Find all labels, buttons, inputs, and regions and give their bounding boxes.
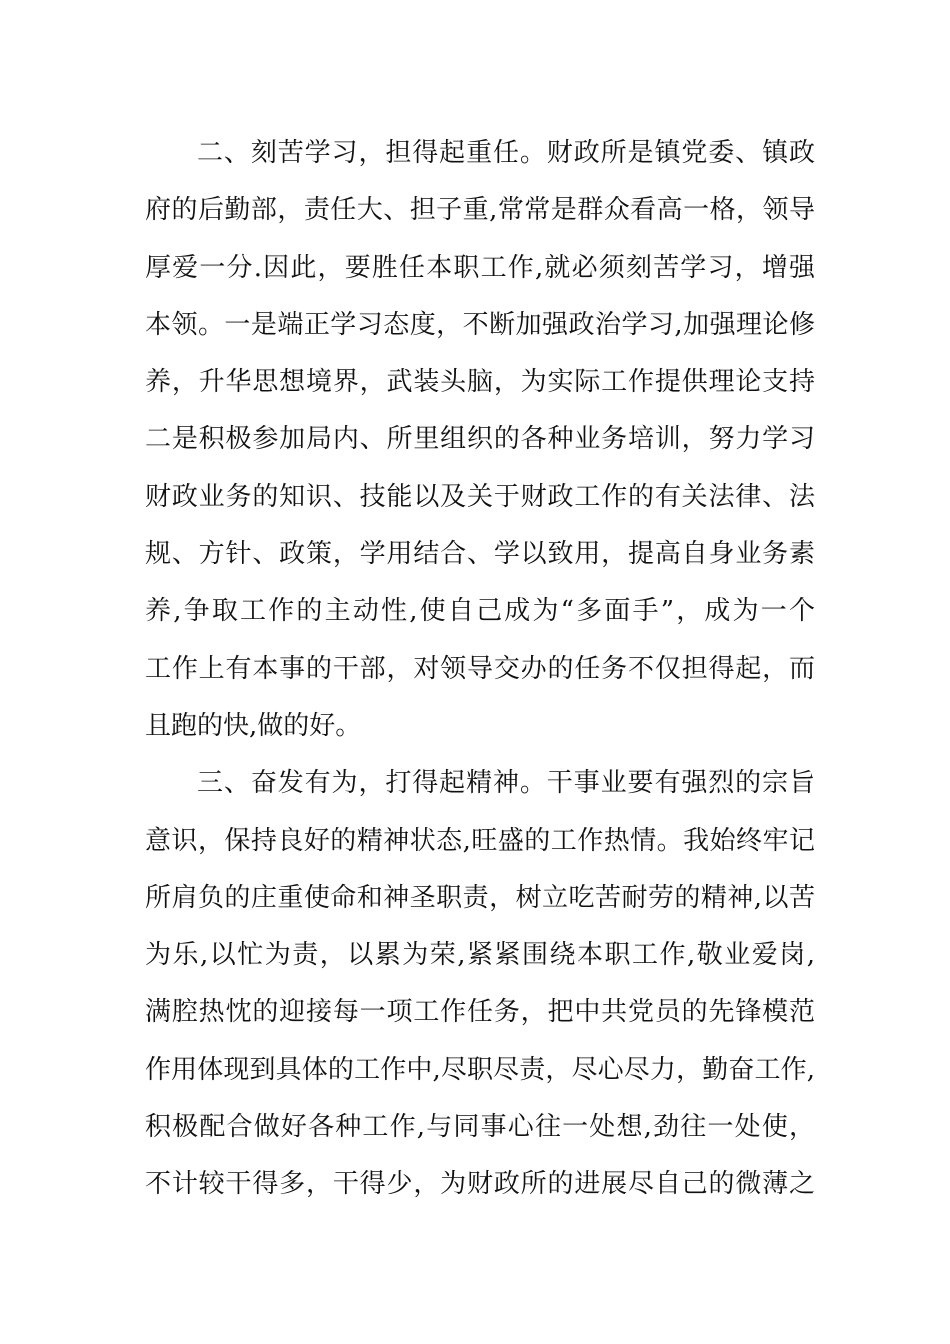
text-line: 且跑的快,做的好。 (145, 710, 362, 741)
paragraph-section-3 (145, 755, 815, 1213)
text-line: 意识，保持良好的精神状态,旺盛的工作热情。我始终牢记 (145, 825, 815, 856)
text-line: 规、方针、政策，学用结合、学以致用，提高自身业务素 (145, 539, 815, 570)
text-line: 二是积极参加局内、所里组织的各种业务培训，努力学习 (145, 424, 815, 455)
text-line: 本领。一是端正学习态度，不断加强政治学习,加强理论修 (145, 309, 815, 340)
paragraph-section-2 (145, 125, 815, 755)
text-line: 满腔热忱的迎接每一项工作任务，把中共党员的先锋模范 (145, 997, 815, 1028)
text-line: 工作上有本事的干部，对领导交办的任务不仅担得起，而 (145, 653, 815, 684)
text-line: 作用体现到具体的工作中,尽职尽责，尽心尽力，勤奋工作, (145, 1054, 815, 1085)
text-line: 三、奋发有为，打得起精神。干事业要有强烈的宗旨 (197, 768, 815, 799)
text-line: 二、刻苦学习，担得起重任。财政所是镇党委、镇政 (197, 138, 815, 168)
text-line: 积极配合做好各种工作,与同事心往一处想,劲往一处使， (145, 1112, 815, 1143)
text-line: 为乐,以忙为责，以累为荣,紧紧围绕本职工作,敬业爱岗, (145, 940, 815, 971)
text-line: 所肩负的庄重使命和神圣职责，树立吃苦耐劳的精神,以苦 (145, 882, 815, 913)
document-body (145, 125, 815, 1214)
text-line: 府的后勤部，责任大、担子重,常常是群众看高一格，领导 (145, 195, 815, 226)
text-line: 厚爱一分.因此，要胜任本职工作,就必须刻苦学习，增强 (145, 252, 815, 283)
text-line: 养,争取工作的主动性,使自己成为“多面手”，成为一个 (145, 596, 815, 627)
text-line: 养，升华思想境界，武装头脑，为实际工作提供理论支持 (145, 367, 815, 398)
text-line: 财政业务的知识、技能以及关于财政工作的有关法律、法 (145, 481, 815, 512)
text-line: 不计较干得多，干得少，为财政所的进展尽自己的微薄之 (145, 1169, 815, 1200)
